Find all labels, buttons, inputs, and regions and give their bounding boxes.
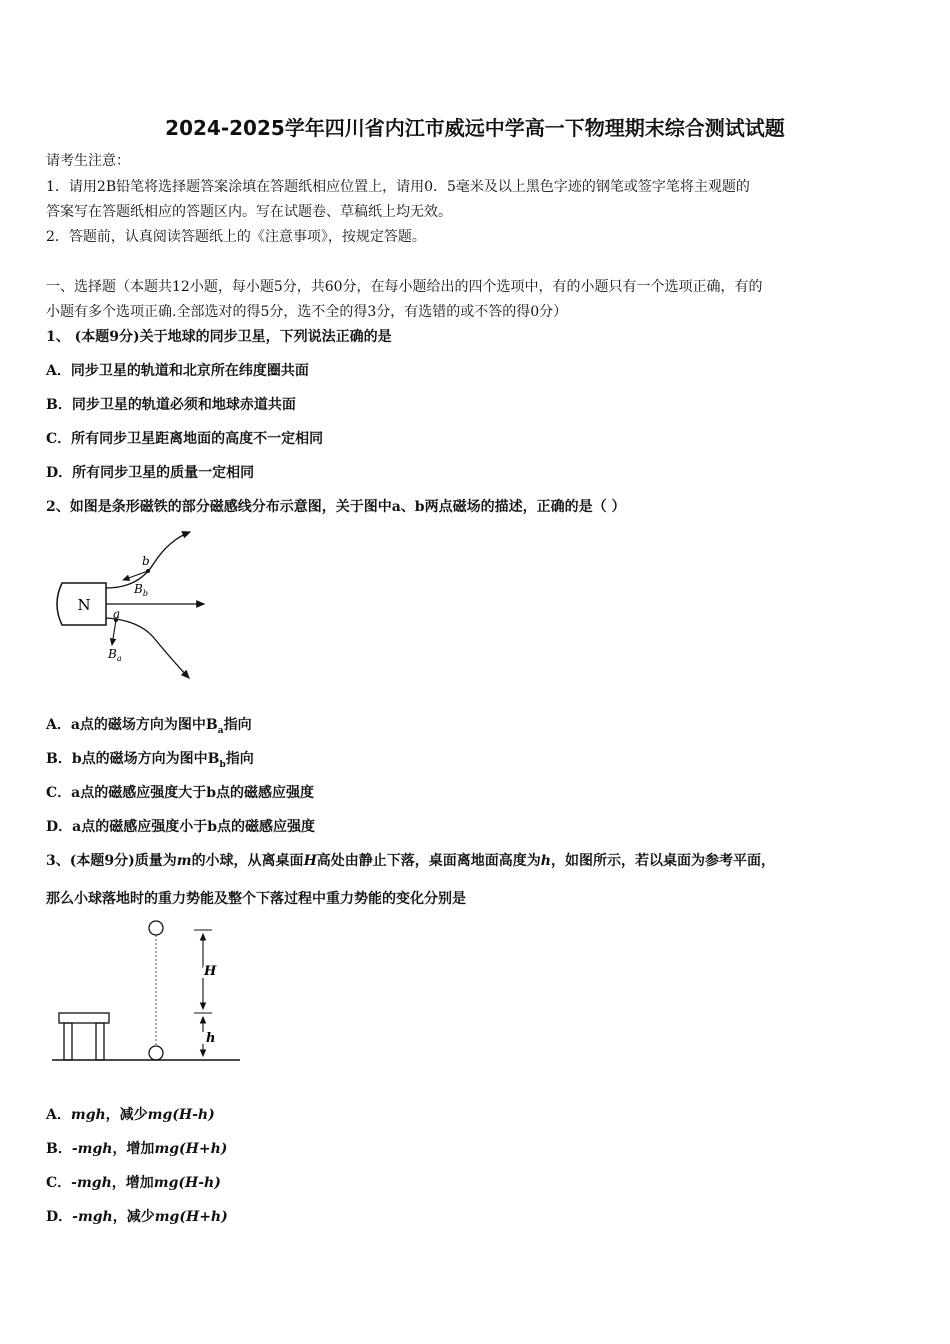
section-instructions-1: 一、选择题（本题共12小题，每小题5分，共60分，在每小题给出的四个选项中，有的小题只有一个选项正确，有的: [46, 279, 763, 295]
q3-option-b: B．-mgh，增加mg(H+h): [46, 1141, 228, 1157]
q2-option-a: A．a点的磁场方向为图中$B_a$指向: [46, 717, 252, 736]
falling-ball-figure: [46, 918, 246, 1064]
q1-option-b: B．同步卫星的轨道必须和地球赤道共面: [46, 397, 296, 413]
vector-b-label: $B_b$: [134, 582, 148, 598]
ball-ground: [149, 1046, 163, 1060]
field-line-lower: [106, 618, 189, 678]
notice-item-1b: 答案写在答题纸相应的答题区内。写在试题卷、草稿纸上均无效。: [46, 204, 452, 220]
h-label: h: [206, 1031, 216, 1046]
vector-a-arrow: [112, 620, 116, 645]
magnet-n-label: N: [77, 596, 91, 614]
section-instructions-2: 小题有多个选项正确.全部选对的得5分，选不全的得3分，有选错的或不答的得0分）: [46, 304, 568, 320]
magnet-field-figure: [44, 528, 224, 686]
notice-item-1a: 1．请用2B铅笔将选择题答案涂填在答题纸相应位置上，请用0．5毫米及以上黑色字迹的钢笔或签字笔将主观题的: [46, 179, 750, 195]
ball-top: [149, 921, 163, 935]
q3-option-a: A．mgh，减少mg(H-h): [46, 1107, 215, 1123]
q2-option-c: C．a点的磁感应强度大于b点的磁感应强度: [46, 785, 315, 801]
q1-option-c: C．所有同步卫星距离地面的高度不一定相同: [46, 431, 324, 447]
q1-option-a: A．同步卫星的轨道和北京所在纬度圈共面: [46, 363, 309, 379]
table-leg-left: [64, 1023, 72, 1060]
q2-option-b: B．b点的磁场方向为图中$B_b$指向: [46, 751, 254, 770]
vector-a-label: $B_a$: [108, 647, 122, 663]
table-leg-right: [96, 1023, 104, 1060]
q3-stem-line-1: 3、(本题9分)质量为m的小球，从离桌面H高处由静止下落，桌面离地面高度为h，如图所示，若以桌面为参考平面，: [46, 853, 775, 869]
q1-option-d: D．所有同步卫星的质量一定相同: [46, 465, 255, 481]
notice-heading: 请考生注意：: [46, 153, 130, 169]
q3-stem-line-2: 那么小球落地时的重力势能及整个下落过程中重力势能的变化分别是: [46, 891, 466, 907]
q3-option-d: D．-mgh，减少mg(H+h): [46, 1209, 228, 1225]
q2-stem: 2、如图是条形磁铁的部分磁感线分布示意图，关于图中a、b两点磁场的描述，正确的是（ ）: [46, 499, 626, 515]
table-top: [59, 1013, 109, 1023]
point-a-label: a: [113, 607, 121, 621]
H-label: H: [204, 964, 217, 979]
point-b-label: b: [142, 554, 150, 568]
q2-option-d: D．a点的磁感应强度小于b点的磁感应强度: [46, 819, 315, 835]
notice-item-2: 2．答题前，认真阅读答题纸上的《注意事项》，按规定答题。: [46, 229, 426, 245]
q1-stem: 1、 (本题9分)关于地球的同步卫星，下列说法正确的是: [46, 329, 392, 345]
q3-option-c: C．-mgh，增加mg(H-h): [46, 1175, 221, 1191]
page-title: 2024-2025学年四川省内江市威远中学高一下物理期末综合测试试题: [165, 116, 785, 140]
